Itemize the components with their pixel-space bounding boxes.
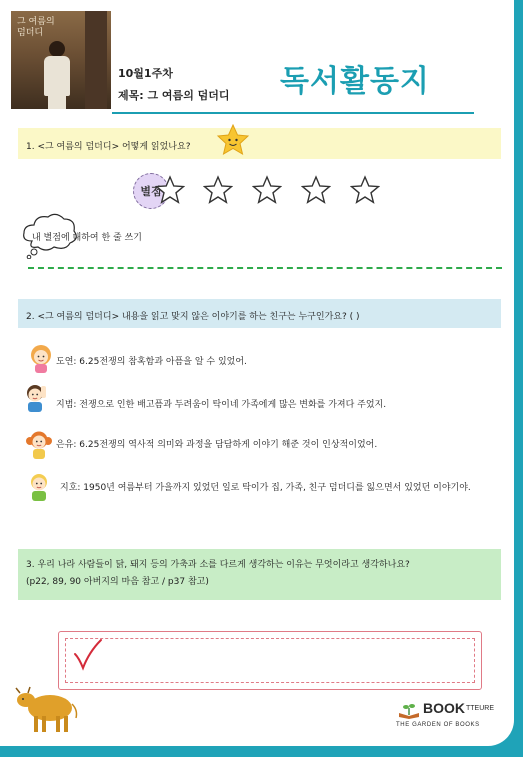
rating-star-3-icon[interactable] [252,175,282,205]
question-1-text: 1. <그 여름의 덤더디> 어떻게 읽었나요? [26,142,191,152]
option-jiho[interactable]: 지호: 1950년 여름부터 가을까지 있었던 일로 탁이가 집, 가족, 친구 덤더디를 잃으면서 있었던 이야기야. [60,483,471,493]
cow-illustration-icon [14,682,80,734]
smiling-star-icon [216,124,250,156]
brand-tagline: THE GARDEN OF BOOKS [396,722,480,728]
rating-star-4-icon[interactable] [301,175,331,205]
rating-star-2-icon[interactable] [203,175,233,205]
question-3-hint: (p22, 89, 90 아버지의 마음 참고 / p37 참고) [26,577,209,587]
question-2-text: 2. <그 여름의 덤더디> 내용을 읽고 맞지 않은 이야기를 하는 친구는 누구인가요? ( ) [26,312,360,322]
girl-pigtails-avatar-icon [26,429,52,459]
option-doyeon[interactable]: 도연: 6.25전쟁의 참혹함과 아픔을 알 수 있었어. [56,357,247,367]
book-sprout-icon [398,701,420,719]
brand-name: BOOK [423,700,465,716]
boy-avatar-icon [22,382,48,412]
girl-avatar-icon [28,343,54,373]
question-3-text [26,557,410,591]
rating-star-5-icon[interactable] [350,175,380,205]
book-title: 제목: 그 여름의 덤더디 [118,89,230,102]
option-jibeom[interactable]: 지범: 전쟁으로 인한 배고픔과 두려움이 탁이네 가족에게 많은 변화를 가져다 주었지. [56,400,387,410]
option-eunyu[interactable]: 은유: 6.25전쟁의 역사적 의미와 과정을 담담하게 이야기 해준 것이 인상적이었어. [56,440,378,450]
check-mark-icon [73,638,103,672]
answer-box-inner[interactable] [65,638,475,683]
header-divider [112,112,474,114]
review-answer-line[interactable] [28,267,502,269]
answer-box[interactable] [58,631,482,690]
review-prompt: 내 별점에 대하여 한 줄 쓰기 [32,233,142,243]
cover-title: 그 여름의 덤더디 [17,17,55,38]
week-label: 10월1주차 [118,67,173,80]
brand-suffix: TTEURE [466,705,494,712]
rating-star-1-icon[interactable] [155,175,185,205]
page-title: 독서활동지 [280,64,430,99]
blond-boy-avatar-icon [26,471,52,501]
question-3-line-1: 3. 우리 나라 사람들이 닭, 돼지 등의 가축과 소를 다르게 생각하는 이유는 무엇이라고 생각하나요? [26,560,410,570]
brand-logo [396,700,506,734]
book-cover-image [11,11,111,109]
rating-badge: 별점 [133,173,169,209]
